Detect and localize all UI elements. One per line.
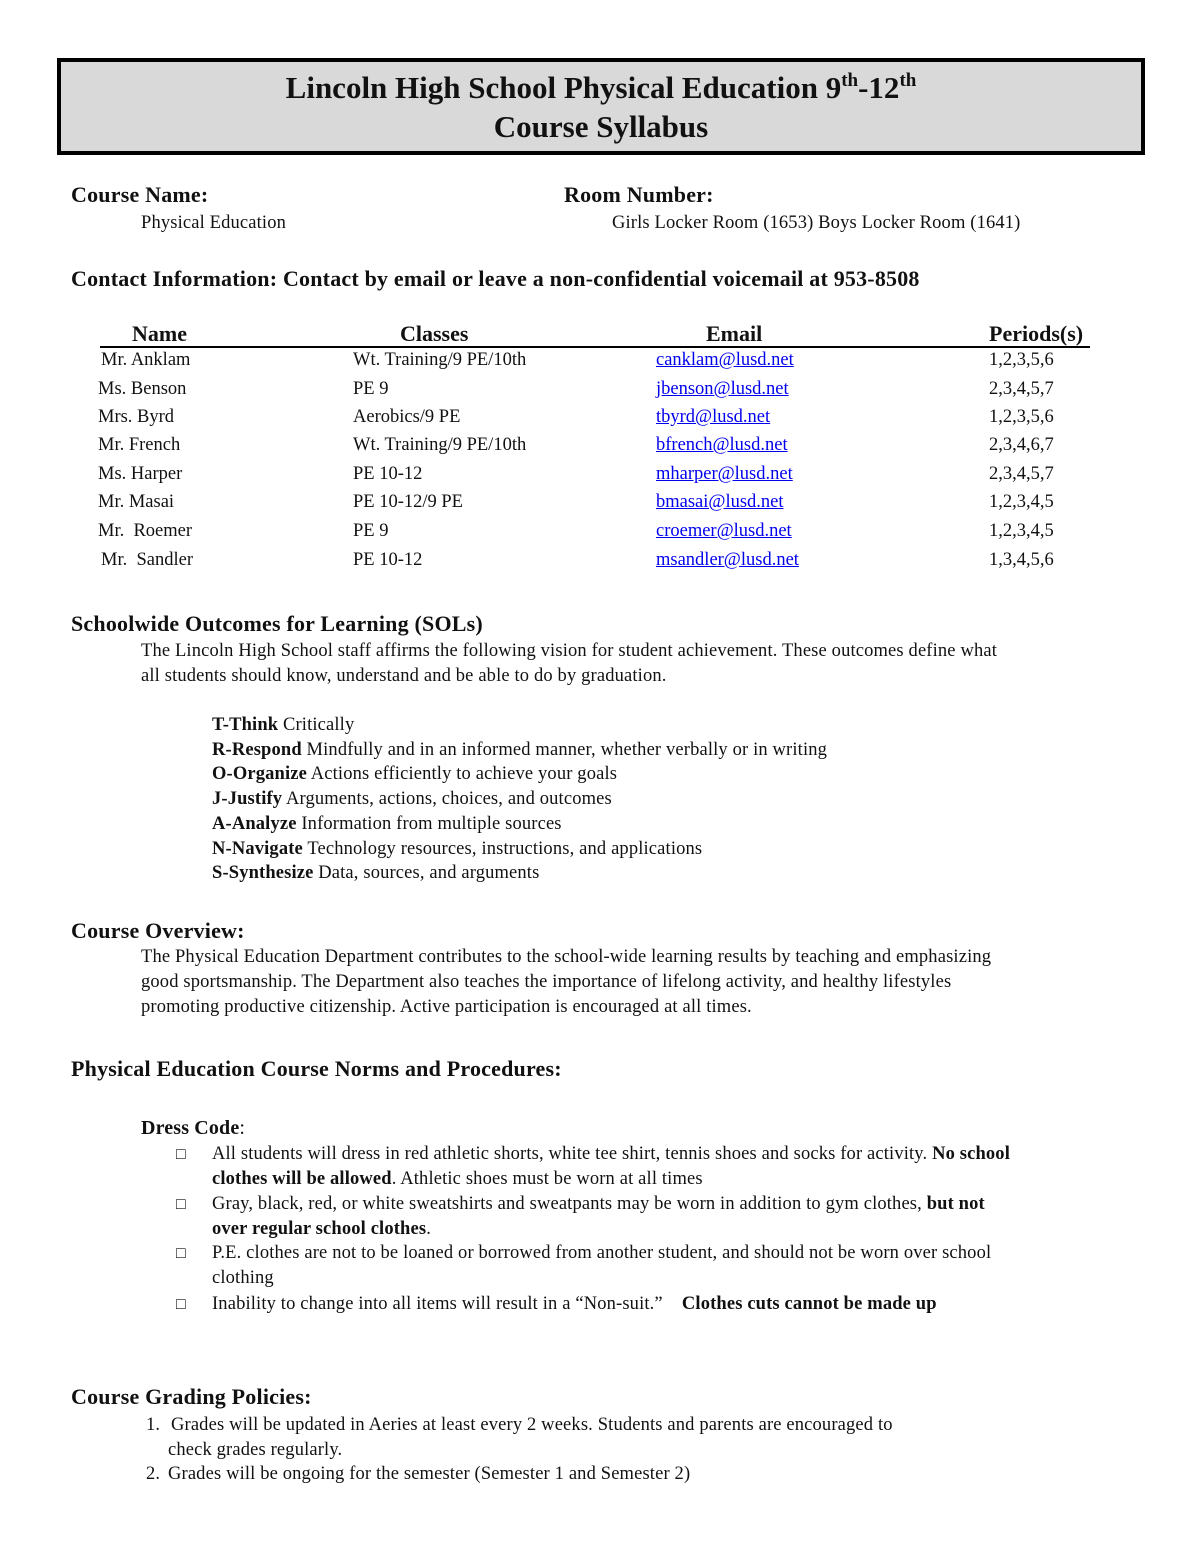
staff-name: Mr. Roemer	[98, 521, 193, 541]
sol-item: N-Navigate Technology resources, instructions, and applications	[212, 839, 703, 859]
sol-item: S-Synthesize Data, sources, and arguments	[212, 863, 540, 883]
col-header-name: Name	[100, 322, 354, 348]
staff-classes: PE 10-12	[353, 464, 423, 484]
col-header-email: Email	[636, 322, 982, 348]
staff-classes: Aerobics/9 PE	[353, 407, 461, 427]
staff-periods: 1,3,4,5,6	[989, 550, 1054, 570]
sols-intro-line-1: The Lincoln High School staff affirms the following vision for student achievement. These outcomes define what	[141, 641, 998, 661]
table-row	[0, 407, 1200, 435]
dress-code-item-line: All students will dress in red athletic shorts, white tee shirt, tennis shoes and socks for activity. No school	[212, 1144, 1010, 1164]
dress-code-item-line: clothing	[212, 1268, 274, 1288]
bullet-icon: □	[176, 1296, 186, 1313]
staff-periods: 2,3,4,5,7	[989, 379, 1054, 399]
norms-heading: Physical Education Course Norms and Procedures:	[71, 1056, 562, 1081]
staff-classes: Wt. Training/9 PE/10th	[353, 350, 527, 370]
overview-line: The Physical Education Department contributes to the school-wide learning results by teaching and emphasizing	[141, 947, 992, 967]
dress-code-item-line: Inability to change into all items will result in a “Non-suit.” Clothes cuts cannot be made up	[212, 1294, 937, 1314]
sols-heading: Schoolwide Outcomes for Learning (SOLs)	[71, 611, 483, 636]
staff-email-link[interactable]: canklam@lusd.net	[656, 350, 794, 370]
room-number-value: Girls Locker Room (1653) Boys Locker Room (1641)	[612, 213, 1021, 233]
title-banner	[57, 58, 1145, 155]
staff-periods: 1,2,3,4,5	[989, 521, 1054, 541]
dress-code-item-line: over regular school clothes.	[212, 1219, 431, 1239]
dress-code-item-line: Gray, black, red, or white sweatshirts and sweatpants may be worn in addition to gym clothes, but not	[212, 1194, 985, 1214]
grading-item-number: 1.	[146, 1415, 161, 1435]
staff-name: Mr. Anklam	[101, 350, 191, 370]
dress-code-item-line: P.E. clothes are not to be loaned or borrowed from another student, and should not be worn over school	[212, 1243, 992, 1263]
staff-classes: PE 9	[353, 521, 389, 541]
grading-item-number: 2.	[146, 1464, 161, 1484]
staff-email-link[interactable]: croemer@lusd.net	[656, 521, 792, 541]
col-header-classes: Classes	[354, 322, 636, 348]
sol-item: R-Respond Mindfully and in an informed manner, whether verbally or in writing	[212, 740, 828, 760]
dress-code-item-line: clothes will be allowed. Athletic shoes must be worn at all times	[212, 1169, 703, 1189]
room-number-label: Room Number:	[564, 182, 714, 207]
staff-name: Ms. Harper	[98, 464, 183, 484]
table-row	[0, 521, 1200, 549]
staff-email-link[interactable]: tbyrd@lusd.net	[656, 407, 771, 427]
staff-name: Ms. Benson	[98, 379, 187, 399]
table-row	[0, 379, 1200, 407]
sols-intro-line-2: all students should know, understand and be able to do by graduation.	[141, 666, 667, 686]
staff-name: Mr. Sandler	[101, 550, 193, 570]
staff-periods: 1,2,3,4,5	[989, 492, 1054, 512]
grading-heading: Course Grading Policies:	[71, 1384, 312, 1409]
table-row	[0, 464, 1200, 492]
staff-classes: PE 10-12	[353, 550, 423, 570]
staff-classes: PE 9	[353, 379, 389, 399]
contact-heading: Contact Information: Contact by email or leave a non-confidential voicemail at 953-8508	[71, 266, 920, 291]
title-line-2: Course Syllabus	[493, 109, 709, 144]
sol-item: A-Analyze Information from multiple sources	[212, 814, 562, 834]
dress-code-label: Dress Code:	[141, 1117, 246, 1139]
staff-periods: 1,2,3,5,6	[989, 350, 1054, 370]
staff-name: Mrs. Byrd	[98, 407, 175, 427]
course-name-label: Course Name:	[71, 182, 209, 207]
staff-email-link[interactable]: bmasai@lusd.net	[656, 492, 784, 512]
staff-email-link[interactable]: mharper@lusd.net	[656, 464, 793, 484]
staff-periods: 2,3,4,6,7	[989, 435, 1054, 455]
staff-periods: 1,2,3,5,6	[989, 407, 1054, 427]
table-row	[0, 435, 1200, 463]
sol-item: O-Organize Actions efficiently to achieve your goals	[212, 764, 618, 784]
overview-line: good sportsmanship. The Department also teaches the importance of lifelong activity, and healthy lifestyles	[141, 972, 952, 992]
grading-item-line: check grades regularly.	[168, 1440, 343, 1460]
overview-line: promoting productive citizenship. Active participation is encouraged at all times.	[141, 997, 752, 1017]
staff-periods: 2,3,4,5,7	[989, 464, 1054, 484]
staff-email-link[interactable]: jbenson@lusd.net	[656, 379, 789, 399]
sol-item: J-Justify Arguments, actions, choices, and outcomes	[212, 789, 612, 809]
staff-classes: PE 10-12/9 PE	[353, 492, 463, 512]
overview-heading: Course Overview:	[71, 918, 245, 943]
bullet-icon: □	[176, 1146, 186, 1163]
staff-name: Mr. French	[98, 435, 181, 455]
col-header-periods: Periods(s)	[982, 322, 1090, 348]
bullet-icon: □	[176, 1196, 186, 1213]
sol-item: T-Think Critically	[212, 715, 355, 735]
staff-name: Mr. Masai	[98, 492, 175, 512]
table-row	[0, 350, 1200, 378]
table-row	[0, 550, 1200, 578]
staff-classes: Wt. Training/9 PE/10th	[353, 435, 527, 455]
table-row	[0, 492, 1200, 520]
staff-email-link[interactable]: bfrench@lusd.net	[656, 435, 788, 455]
title-line-1: Lincoln High School Physical Education 9th-12th	[285, 70, 917, 105]
grading-item-line: Grades will be updated in Aeries at least every 2 weeks. Students and parents are encouraged to	[171, 1415, 893, 1435]
grading-item-line: Grades will be ongoing for the semester (Semester 1 and Semester 2)	[168, 1464, 691, 1484]
course-name-value: Physical Education	[141, 213, 287, 233]
staff-email-link[interactable]: msandler@lusd.net	[656, 550, 799, 570]
bullet-icon: □	[176, 1245, 186, 1262]
